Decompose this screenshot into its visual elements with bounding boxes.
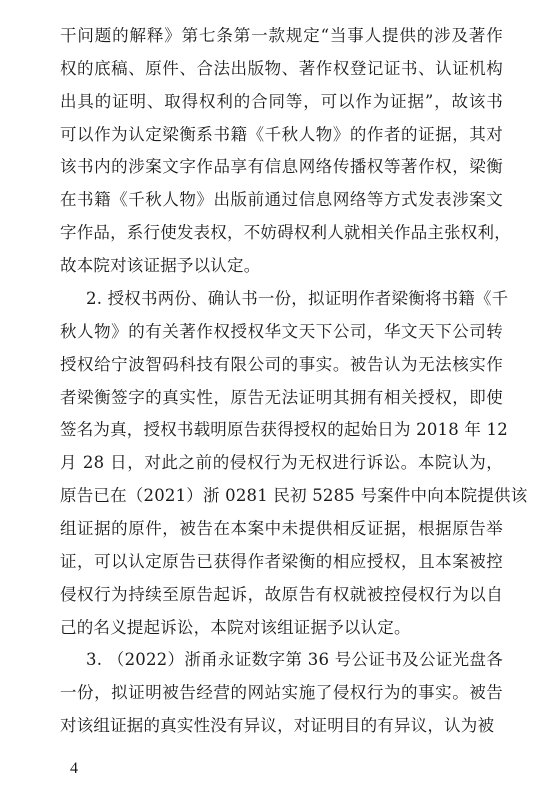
body-text-line: 者梁衡签字的真实性，原告无法证明其拥有相关授权，即使 bbox=[60, 387, 503, 407]
paragraph-first-line: 3. （2022）浙甬永证数字第 36 号公证书及公证光盘各 bbox=[86, 650, 503, 670]
body-text-line: 授权给宁波智码科技有限公司的事实。被告认为无法核实作 bbox=[60, 354, 503, 374]
body-text-line: 原告已在（2021）浙 0281 民初 5285 号案件中向本院提供该 bbox=[60, 486, 528, 506]
body-text-line: 出具的证明、取得权利的合同等，可以作为证据”，故该书 bbox=[60, 91, 503, 111]
body-text-line: 干问题的解释》第七条第一款规定“当事人提供的涉及著作 bbox=[60, 26, 503, 45]
body-text-line: 己的名义提起诉讼，本院对该组证据予以认定。 bbox=[60, 617, 411, 637]
body-text-line: 证，可以认定原告已获得作者梁衡的相应授权，且本案被控 bbox=[60, 551, 503, 571]
body-text-line: 签名为真，授权书载明原告获得授权的起始日为 2018 年 12 bbox=[60, 420, 508, 440]
body-text-line: 权的底稿、原件、合法出版物、著作权登记证书、认证机构 bbox=[60, 58, 503, 78]
page-number: 4 bbox=[70, 760, 78, 777]
body-text-line: 可以作为认定梁衡系书籍《千秋人物》的作者的证据，其对 bbox=[60, 124, 503, 144]
body-text-line: 对该组证据的真实性没有异议，对证明目的有异议，认为被 bbox=[60, 716, 495, 736]
body-text-line: 秋人物》的有关著作权授权华文天下公司，华文天下公司转 bbox=[60, 321, 503, 341]
body-text-line: 组证据的原件，被告在本案中未提供相反证据，根据原告举 bbox=[60, 518, 503, 538]
body-text-line: 故本院对该证据予以认定。 bbox=[60, 256, 261, 276]
body-text-line: 字作品，系行使发表权，不妨碍权利人就相关作品主张权利， bbox=[60, 223, 511, 243]
body-text-line: 月 28 日，对此之前的侵权行为无权进行诉讼。本院认为， bbox=[60, 453, 503, 473]
paragraph-first-line: 2. 授权书两份、确认书一份，拟证明作者梁衡将书籍《千 bbox=[86, 288, 509, 308]
body-text-line: 在书籍《千秋人物》出版前通过信息网络等方式发表涉案文 bbox=[60, 190, 503, 210]
body-text-line: 侵权行为持续至原告起诉，故原告有权就被控侵权行为以自 bbox=[60, 584, 503, 604]
body-text-line: 一份，拟证明被告经营的网站实施了侵权行为的事实。被告 bbox=[60, 683, 503, 703]
body-text-line: 该书内的涉案文字作品享有信息网络传播权等著作权，梁衡 bbox=[60, 157, 503, 177]
